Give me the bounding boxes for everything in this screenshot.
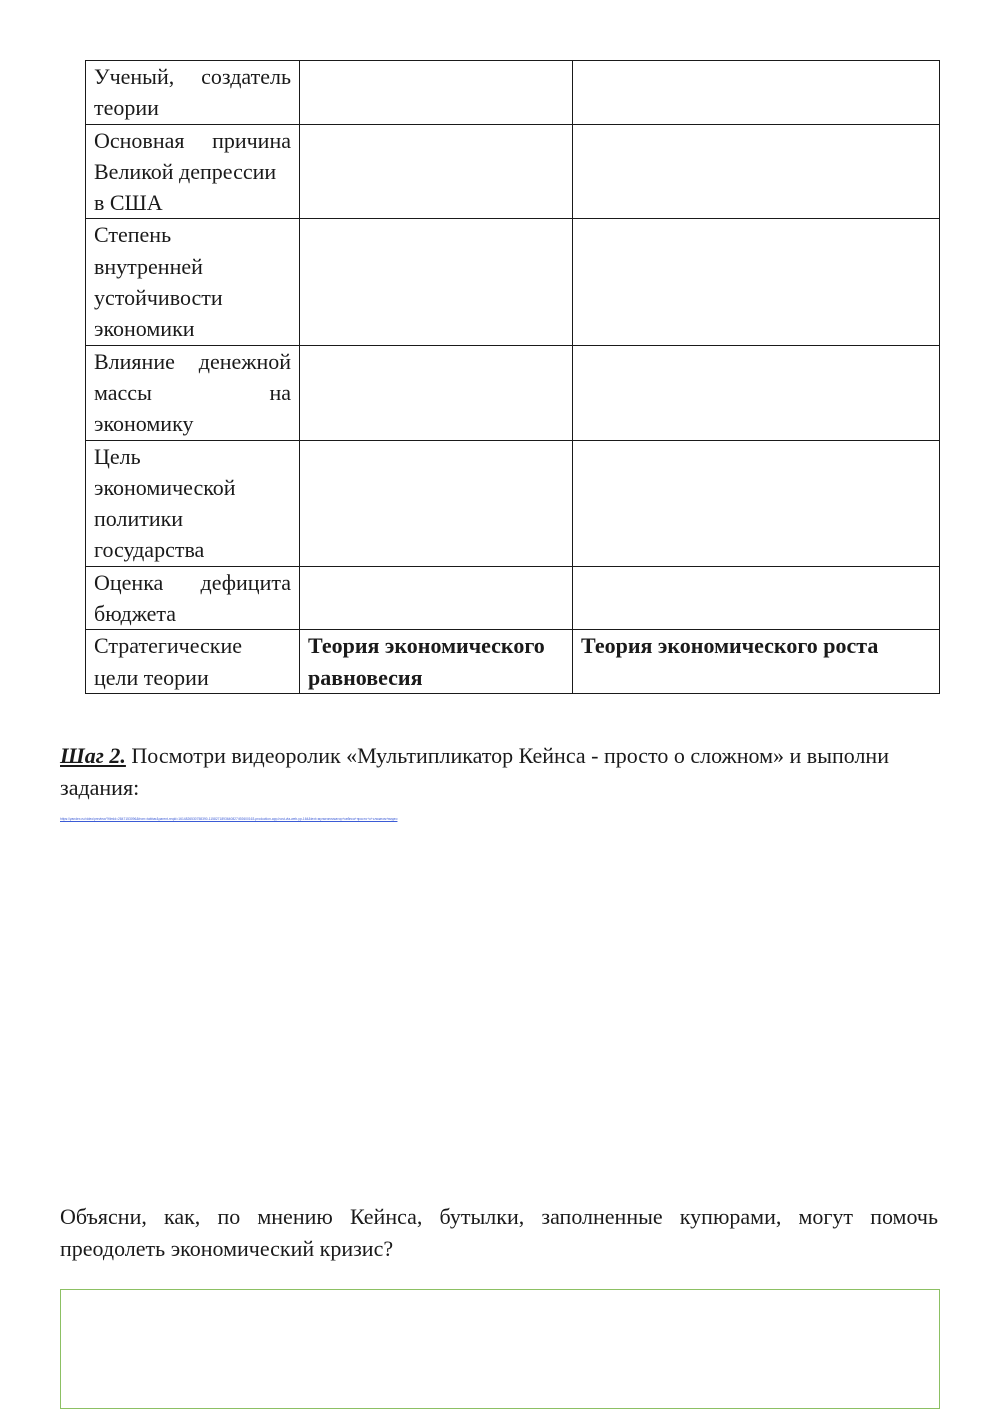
table-row [86,630,940,694]
theory-equilibrium-cell: Теория экономического равновесия [300,630,573,694]
answer-box[interactable] [60,1289,940,1409]
row-label-money-supply: Влияние денежной массы на экономику [86,345,300,440]
answer-cell[interactable] [573,61,940,125]
table-row [86,219,940,345]
answer-cell[interactable] [573,440,940,566]
answer-cell[interactable] [573,345,940,440]
video-link[interactable]: https://yandex.ru/video/preview/?filmId=2847153096&from=tabbar&parent-reqid=1614826530758390-1158271893640827492600163-production-app-host-vla-web-yp-164&text=мультипликатор+кейнса+просто+о+сложном+видео [60,817,398,821]
table-row [86,61,940,125]
row-label-scientist: Ученый, создатель теории [86,61,300,125]
comparison-table [85,60,940,694]
row-label-budget-deficit: Оценка дефицита бюджета [86,566,300,630]
answer-cell[interactable] [300,345,573,440]
step-2-instruction [60,740,940,803]
table-row [86,345,940,440]
answer-cell[interactable] [573,219,940,345]
row-label-policy-goal: Цель экономической политики государства [86,440,300,566]
question-text: Объясни, как, по мнению Кейнса, бутылки, заполненные купюрами, могут помочь преодолеть экономический кризис? [60,1204,938,1261]
answer-cell[interactable] [300,61,573,125]
answer-cell[interactable] [573,566,940,630]
answer-cell[interactable] [300,219,573,345]
table-row [86,566,940,630]
answer-cell[interactable] [300,566,573,630]
answer-cell[interactable] [300,440,573,566]
answer-cell[interactable] [300,124,573,219]
step-2-label: Шаг 2. [60,743,126,768]
row-label-stability: Степень внутренней устойчивости экономики [86,219,300,345]
step-2-text: Посмотри видеоролик «Мультипликатор Кейнса - просто о сложном» и выполни задания: [60,743,889,800]
table-row [86,124,940,219]
table-row [86,440,940,566]
row-label-depression-cause: Основная причина Великой депрессии в США [86,124,300,219]
answer-cell[interactable] [573,124,940,219]
theory-growth-cell: Теория экономического роста [573,630,940,694]
row-label-strategic-goals: Стратегические цели теории [86,630,300,694]
